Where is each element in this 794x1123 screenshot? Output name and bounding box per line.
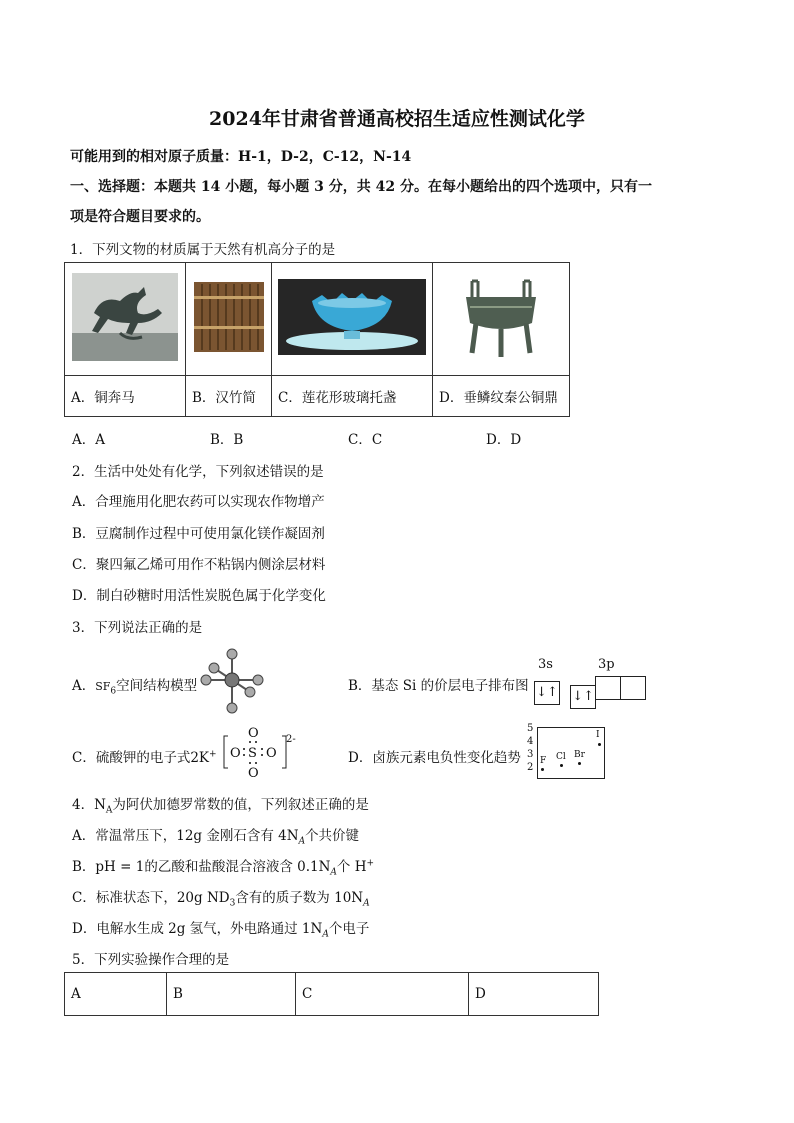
q5-header-a: A [65,973,167,1016]
point-f: F [540,756,547,766]
orbital-3p-boxes: ↓↑ [570,676,645,709]
q3-option-b: B．基态 Si 的价层电子排布图 [348,678,529,694]
q5-header-c: C [296,973,469,1016]
q1-option-b: B．汉竹简 [186,376,272,417]
q1-choice-d: D．D [486,432,522,448]
q1-option-c: C．莲花形玻璃托盏 [272,376,433,417]
q4-option-c: C．标准状态下，20g $ND_3$含有的质子数为 $10N_A$ [72,890,370,909]
bronze-ding-image [433,263,570,376]
point-br: Br [574,750,585,760]
q2-option-b: B．豆腐制作过程中可使用氯化镁作凝固剂 [72,526,325,542]
q4-stem: 4．$N_A$为阿伏加德罗常数的值，下列叙述正确的是 [72,797,369,816]
orbital-label-3s: 3s [538,657,553,672]
point-i: I [596,730,600,740]
bamboo-slips-image [186,263,272,376]
q1-option-d: D．垂鳞纹秦公铜鼎 [433,376,570,417]
q4-option-b: B．pH = 1的乙酸和盐酸混合溶液含 $0.1N_A$个 H+ [72,858,375,878]
q3-option-d: D．卤族元素电负性变化趋势 [348,750,521,766]
sulfate-electron-structure [222,724,302,780]
q5-header-d: D [469,973,599,1016]
orbital-label-3p: 3p [598,657,615,672]
q5-stem: 5．下列实验操作合理的是 [72,952,230,968]
section-heading-line1: 一、选择题：本题共 14 小题，每小题 3 分，共 42 分。在每小题给出的四个选项中，只有一 [70,179,652,195]
q1-artifact-table [64,262,570,417]
axis-tick-4: 4 [527,736,534,747]
q5-header-b: B [167,973,296,1016]
svg-text:S: S [248,746,257,761]
sulfate-charge: 2- [286,734,296,745]
q3-option-a [72,674,197,697]
sf6-model-icon [196,646,268,716]
axis-tick-2: 2 [527,762,534,773]
q2-option-d: D．制白砂糖时用活性炭脱色属于化学变化 [72,588,326,604]
k2so4-formula: 2K [190,750,210,766]
q1-option-a: A．铜奔马 [65,376,186,417]
sf6-subscript: 6 [110,686,117,697]
electronegativity-axis-labels [527,722,533,774]
orbital-3s-box: ↓↑ [534,681,559,705]
q1-choice-a: A．A [72,432,105,448]
electronegativity-chart [537,727,605,779]
axis-tick-5: 5 [527,723,534,734]
svg-text:O: O [230,746,241,761]
svg-text:O: O [248,766,259,780]
q3-a-prefix: A． [72,678,96,694]
q1-stem: 1．下列文物的材质属于天然有机高分子的是 [70,242,336,258]
q1-choice-b: B．B [210,432,244,448]
atomic-mass-note: 可能用到的相对原子质量：H-1，D-2，C-12，N-14 [70,149,412,165]
bronze-horse-image [65,263,186,376]
q3-stem: 3．下列说法正确的是 [72,620,203,636]
glass-cup-image [272,263,433,376]
q1-choice-c: C．C [348,432,383,448]
point-cl: Cl [556,752,566,762]
q3-option-c: C．硫酸钾的电子式2K+ [72,749,217,766]
q3-c-text: C．硫酸钾的电子式 [72,750,191,766]
q3-a-text: 空间结构模型 [116,678,198,694]
axis-tick-3: 3 [527,749,534,760]
page-title: 2024年甘肃省普通高校招生适应性测试化学 [209,108,585,130]
svg-text:O: O [266,746,277,761]
q4-option-a: A．常温常压下，12g 金刚石含有 $4N_A$个共价键 [72,828,360,847]
q2-option-c: C．聚四氟乙烯可用作不粘锅内侧涂层材料 [72,557,326,573]
q4-option-d: D．电解水生成 2g 氢气，外电路通过 $1N_A$个电子 [72,921,370,940]
q2-stem: 2．生活中处处有化学，下列叙述错误的是 [72,464,324,480]
section-heading-line2: 项是符合题目要求的。 [70,209,210,225]
svg-text:O: O [248,726,259,741]
q5-option-table [64,972,599,1016]
q2-option-a: A．合理施用化肥农药可以实现农作物增产 [72,494,325,510]
orbital-diagram [534,676,645,709]
sf6-formula: SF [95,680,111,693]
